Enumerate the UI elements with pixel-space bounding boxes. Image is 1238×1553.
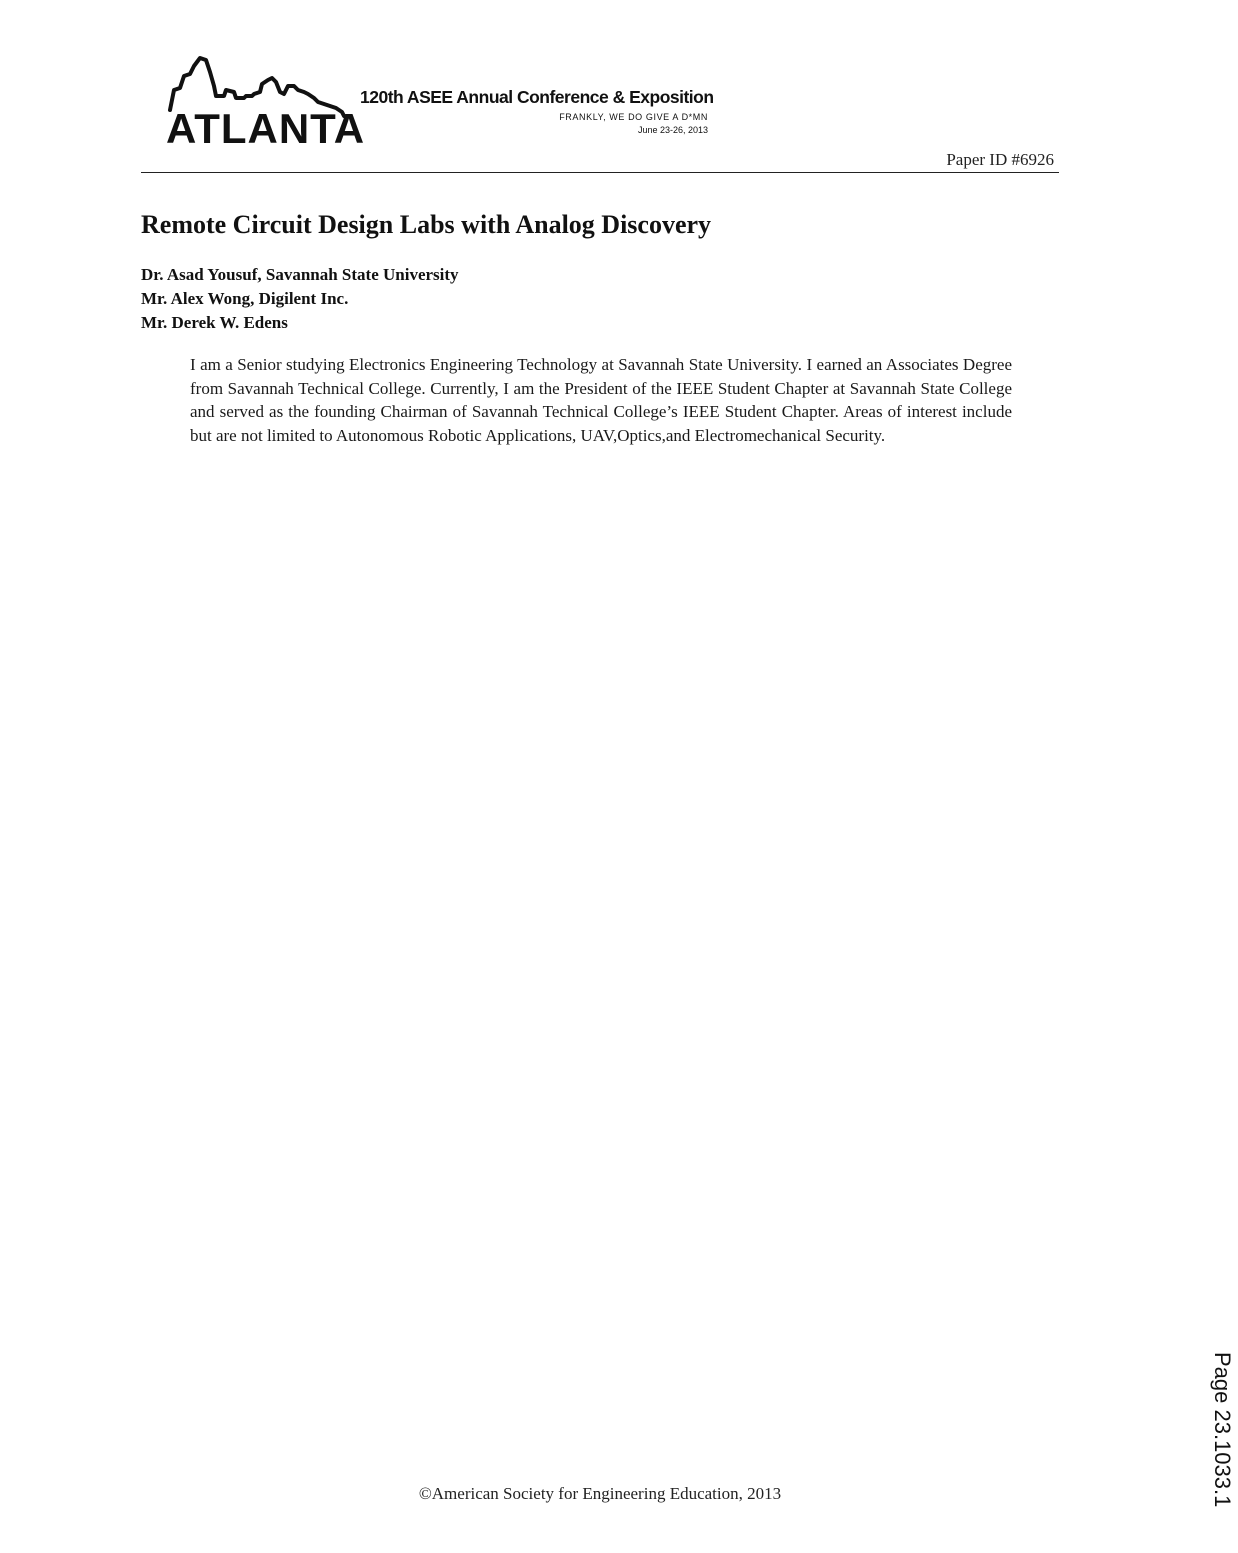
paper-id: Paper ID #6926 bbox=[946, 150, 1054, 169]
author-list bbox=[141, 263, 459, 335]
copyright-footer: ©American Society for Engineering Education, 2013 bbox=[418, 1484, 782, 1503]
paper-title: Remote Circuit Design Labs with Analog Discovery bbox=[141, 210, 712, 239]
author-bio: I am a Senior studying Electronics Engineering Technology at Savannah State University. I earned an Associates Degree from Savannah Technical College. Currently, I am the President of the IEEE Student Chapter at Savannah State College and served as the founding Chairman of Savannah Technical College’s IEEE Student Chapter. Areas of interest include but are not limited to Autonomous Robotic Applications, UAV,Optics,and Electromechanical Security. bbox=[190, 355, 1012, 445]
author-line: Dr. Asad Yousuf, Savannah State University bbox=[141, 265, 459, 284]
conference-title: 120th ASEE Annual Conference & Exposition bbox=[360, 87, 714, 107]
logo-city-text: ATLANTA bbox=[166, 105, 366, 152]
atlanta-skyline-logo bbox=[164, 52, 366, 156]
header-divider bbox=[141, 172, 1059, 173]
conference-banner bbox=[360, 86, 714, 137]
conference-dates: June 23-26, 2013 bbox=[637, 125, 708, 135]
page-number: Page 23.1033.1 bbox=[1210, 1352, 1235, 1508]
conference-motto: FRANKLY, WE DO GIVE A D*MN bbox=[559, 112, 708, 122]
author-line: Mr. Alex Wong, Digilent Inc. bbox=[141, 289, 349, 308]
author-line: Mr. Derek W. Edens bbox=[141, 313, 288, 332]
